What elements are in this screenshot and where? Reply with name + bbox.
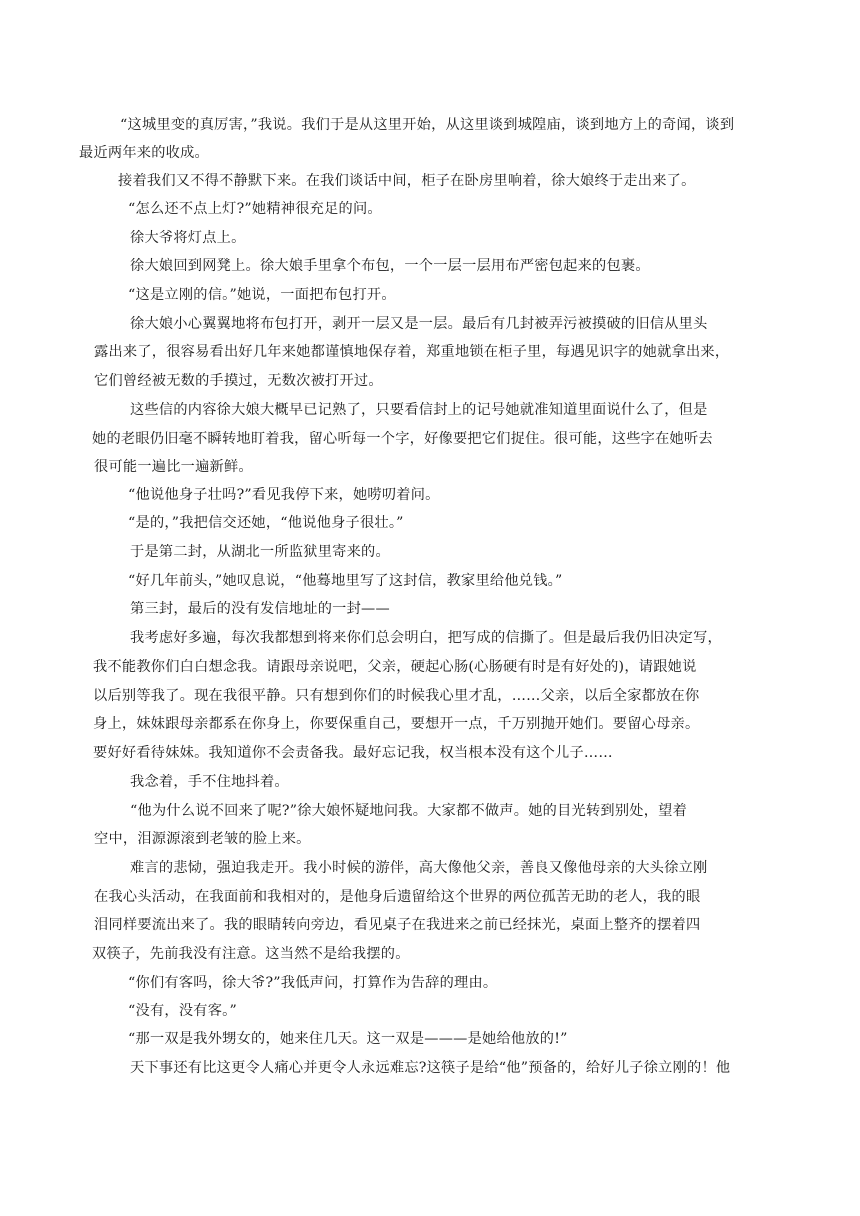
paragraph-line-15: “是的，”我把信交还她，“他说他身子很壮。”	[128, 515, 404, 531]
paragraph-line-11: 这些信的内容徐大娘大概早已记熟了，只要看信封上的记号她就准知道里面说什么了，但是	[130, 402, 708, 418]
letter-line-3: 以后别等我了。现在我很平静。只有想到你们的时候我心里才乱，……父亲，以后全家都放在你	[93, 688, 700, 704]
paragraph-line-1: “这城里变的真厉害，”我说。我们于是从这里开始，从这里谈到城隍庙，谈到地方上的奇闻，谈到	[120, 117, 735, 133]
paragraph-line-26: “你们有客吗，徐大爷?”我低声问，打算作为告辞的理由。	[128, 975, 498, 991]
paragraph-line-7: “这是立刚的信。”她说，一面把布包打开。	[128, 287, 396, 303]
paragraph-line-3: 接着我们又不得不静默下来。在我们谈话中间，柜子在卧房里响着，徐大娘终于走出来了。	[118, 173, 696, 189]
letter-line-2: 我不能教你们白白想念我。请跟母亲说吧，父亲，硬起心肠(心肠硬有时是有好处的)，请跟她说	[93, 659, 697, 675]
paragraph-line-4: “怎么还不点上灯?”她精神很充足的问。	[128, 201, 382, 217]
letter-line-4: 身上，妹妹跟母亲都系在你身上，你要保重自己，要想开一点，千万别抛开她们。要留心母亲。	[93, 716, 700, 732]
paragraph-line-18: 第三封，最后的没有发信地址的一封——	[130, 601, 390, 617]
paragraph-line-9: 露出来了，很容易看出好几年来她都谨慎地保存着，郑重地锁在柜子里，每遇见识字的她就拿出来，	[94, 344, 730, 360]
paragraph-line-23: 在我心头活动，在我面前和我相对的，是他身后遗留给这个世界的两位孤苦无助的老人，我的眼	[94, 889, 701, 905]
paragraph-line-20: “他为什么说不回来了呢?”徐大娘怀疑地问我。大家都不做声。她的目光转到别处，望着	[130, 803, 688, 819]
paragraph-line-21: 空中，泪源源滚到老皱的脸上来。	[94, 831, 311, 847]
paragraph-line-8: 徐大娘小心翼翼地将布包打开，剥开一层又是一层。最后有几封被弄污被摸破的旧信从里头	[130, 316, 708, 332]
paragraph-line-10: 它们曾经被无数的手摸过，无数次被打开过。	[94, 373, 383, 389]
paragraph-line-17: “好几年前头，”她叹息说，“他蓦地里写了这封信，教家里给他兑钱。”	[128, 573, 563, 589]
paragraph-line-24: 泪同样要流出来了。我的眼睛转向旁边，看见桌子在我进来之前已经抹光，桌面上整齐的摆着四	[94, 917, 701, 933]
paragraph-line-27: “没有，没有客。”	[128, 1003, 237, 1019]
paragraph-line-5: 徐大爷将灯点上。	[130, 230, 246, 246]
paragraph-line-16: 于是第二封，从湖北一所监狱里寄来的。	[130, 544, 390, 560]
paragraph-line-28: “那一双是我外甥女的，她来住几天。这一双是———是她给他放的!”	[128, 1031, 568, 1047]
paragraph-line-2: 最近两年来的收成。	[79, 145, 209, 161]
letter-line-5: 要好好看待妹妹。我知道你不会责备我。最好忘记我，权当根本没有这个儿子……	[93, 745, 613, 761]
paragraph-line-12: 她的老眼仍旧毫不瞬转地盯着我，留心听每一个字，好像要把它们捉住。很可能，这些字在她听去	[92, 431, 713, 447]
paragraph-line-25: 双筷子，先前我没有注意。这当然不是给我摆的。	[92, 946, 410, 962]
paragraph-line-6: 徐大娘回到网凳上。徐大娘手里拿个布包，一个一层一层用布严密包起来的包裹。	[130, 258, 650, 274]
paragraph-line-19: 我念着，手不住地抖着。	[130, 774, 289, 790]
paragraph-line-29: 天下事还有比这更令人痛心并更令人永远难忘?这筷子是给“他”预备的，给好儿子徐立刚的！他	[130, 1060, 731, 1076]
letter-line-1: 我考虑好多遍，每次我都想到将来你们总会明白，把写成的信撕了。但是最后我仍旧决定写，	[130, 630, 722, 646]
paragraph-line-22: 难言的悲恸，强迫我走开。我小时候的游伴，高大像他父亲，善良又像他母亲的大头徐立刚	[130, 860, 708, 876]
paragraph-line-13: 很可能一遍比一遍新鲜。	[94, 459, 253, 475]
paragraph-line-14: “他说他身子壮吗?”看见我停下来，她唠叨着问。	[128, 487, 440, 503]
